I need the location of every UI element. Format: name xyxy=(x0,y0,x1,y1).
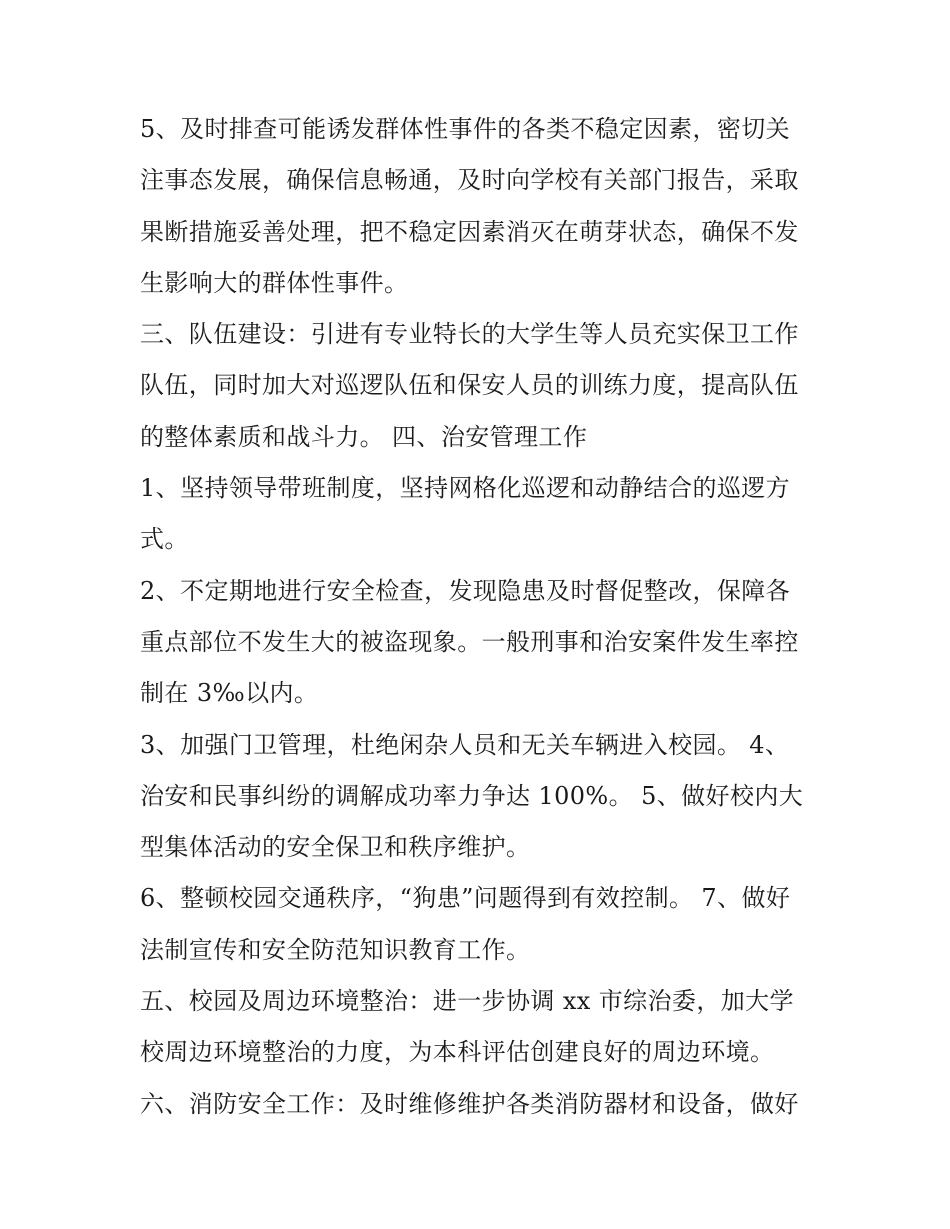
text-line: 六、消防安全工作：及时维修维护各类消防器材和设备，做好 xyxy=(140,1089,799,1118)
text-line: 5、及时排查可能诱发群体性事件的各类不稳定因素，密切关 xyxy=(140,115,791,143)
text-line: 果断措施妥善处理，把不稳定因素消灭在萌芽状态，确保不发 xyxy=(140,217,799,246)
text-line: 治安和民事纠纷的调解成功率力争达 100%。 5、做好校内大 xyxy=(140,781,804,810)
text-line: 型集体活动的安全保卫和秩序维护。 xyxy=(140,833,531,862)
text-line: 法制宣传和安全防范知识教育工作。 xyxy=(140,935,531,964)
text-line: 校周边环境整治的力度，为本科评估创建良好的周边环境。 xyxy=(140,1038,775,1067)
text-line: 的整体素质和战斗力。 四、治安管理工作 xyxy=(140,422,588,451)
text-line: 三、队伍建设：引进有专业特长的大学生等人员充实保卫工作 xyxy=(140,320,799,349)
text-line: 6、整顿校园交通秩序，“狗患”问题得到有效控制。 7、做好 xyxy=(140,884,791,913)
text-line: 重点部位不发生大的被盗现象。一般刑事和治安案件发生率控 xyxy=(140,627,799,656)
text-line: 式。 xyxy=(140,525,189,554)
text-line: 3、加强门卫管理，杜绝闲杂人员和无关车辆进入校园。 4、 xyxy=(140,730,790,759)
text-line: 2、不定期地进行安全检查，发现隐患及时督促整改，保障各 xyxy=(140,576,791,605)
text-line: 队伍，同时加大对巡逻队伍和保安人员的训练力度，提高队伍 xyxy=(140,371,799,400)
text-line: 五、校园及周边环境整治：进一步协调 xx 市综治委，加大学 xyxy=(140,987,794,1016)
text-line: 生影响大的群体性事件。 xyxy=(140,268,409,297)
text-line: 制在 3‰以内。 xyxy=(140,679,319,708)
text-line: 注事态发展，确保信息畅通，及时向学校有关部门报告，采取 xyxy=(140,166,799,195)
text-line: 1、坚持领导带班制度，坚持网格化巡逻和动静结合的巡逻方 xyxy=(140,474,791,503)
document-body xyxy=(140,104,820,1130)
